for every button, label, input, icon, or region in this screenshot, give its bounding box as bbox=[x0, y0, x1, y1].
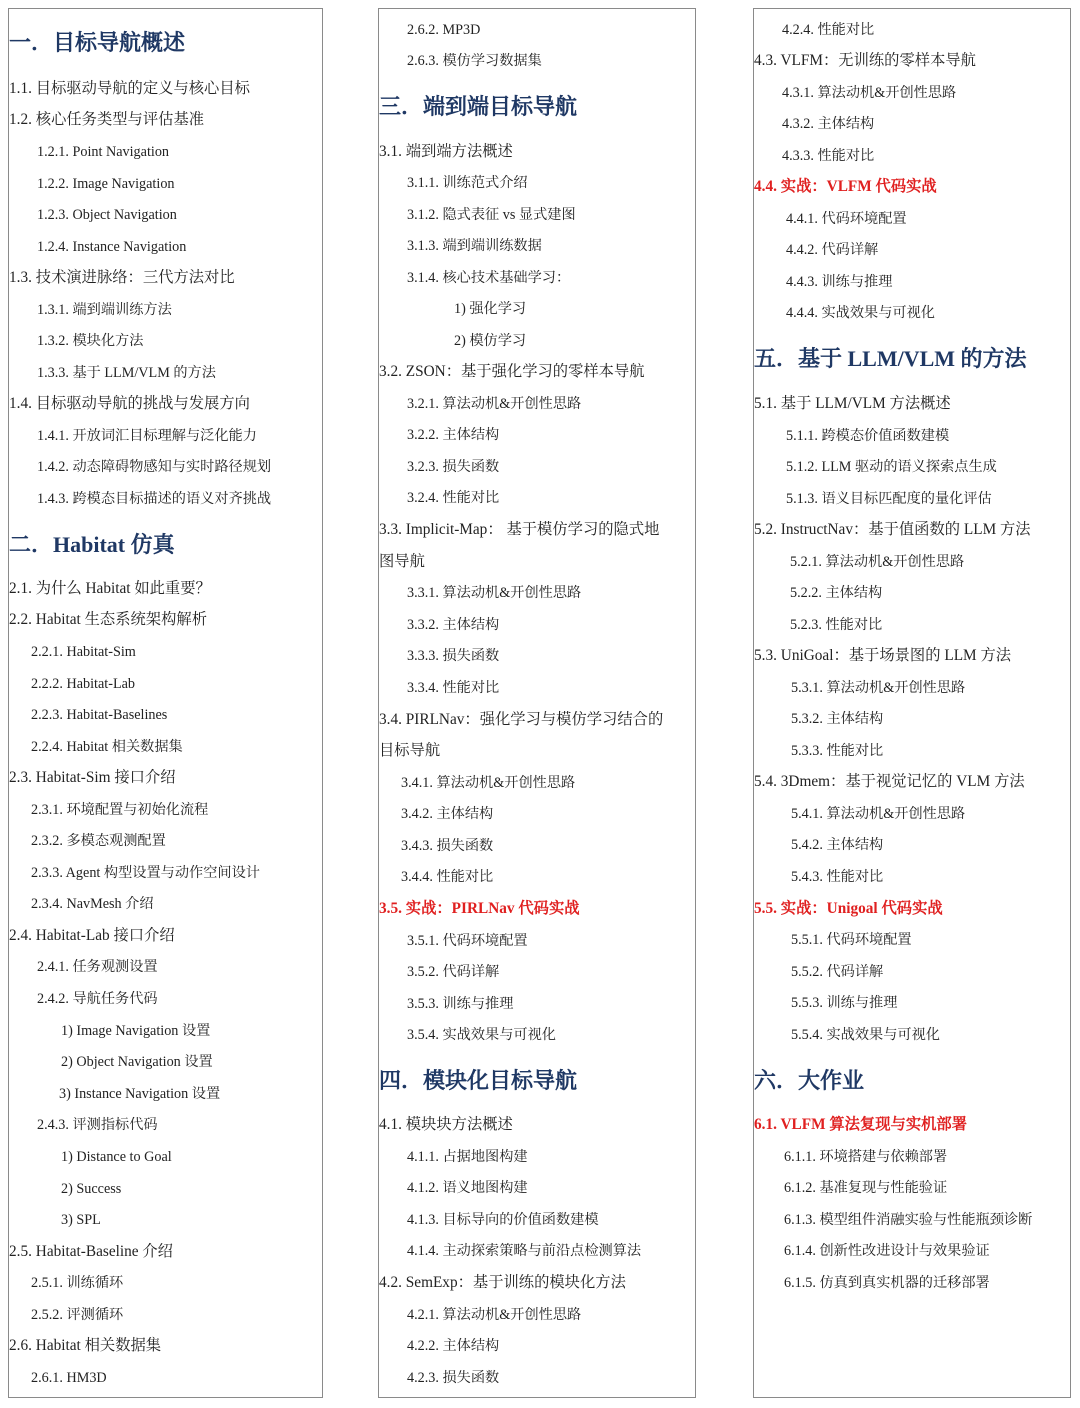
toc-subsection: 2.2.1. Habitat-Sim bbox=[31, 644, 136, 660]
toc-section: 1.1. 目标驱动导航的定义与核心目标 bbox=[9, 80, 250, 97]
toc-subsection: 4.3.2. 主体结构 bbox=[782, 116, 875, 132]
toc-subsection: 5.4.1. 算法动机&开创性思路 bbox=[791, 806, 966, 822]
toc-subsection: 1) Distance to Goal bbox=[61, 1149, 172, 1165]
toc-subsection: 2.3.3. Agent 构型设置与动作空间设计 bbox=[31, 865, 260, 881]
toc-section: 1.2. 核心任务类型与评估基准 bbox=[9, 111, 205, 128]
toc-subsection: 6.1.3. 模型组件消融实验与性能瓶颈诊断 bbox=[784, 1212, 1033, 1228]
toc-subsection: 1.2.3. Object Navigation bbox=[37, 207, 177, 223]
toc-subsection: 5.5.1. 代码环境配置 bbox=[791, 932, 912, 948]
toc-subsection: 4.3.1. 算法动机&开创性思路 bbox=[782, 85, 957, 101]
toc-subsection: 4.2.3. 损失函数 bbox=[407, 1370, 500, 1386]
toc-subsection: 2.6.3. 模仿学习数据集 bbox=[407, 53, 542, 69]
toc-subsection: 3.1.1. 训练范式介绍 bbox=[407, 175, 528, 191]
toc-subsection: 2.2.2. Habitat-Lab bbox=[31, 676, 136, 692]
toc-subsection: 1.3.1. 端到端训练方法 bbox=[37, 302, 172, 318]
toc-subsection: 2.5.2. 评测循环 bbox=[31, 1307, 124, 1323]
toc-subsection: 3.5.3. 训练与推理 bbox=[407, 996, 514, 1012]
toc-subsection: 4.3.3. 性能对比 bbox=[782, 148, 875, 164]
toc-subsection: 4.4.4. 实战效果与可视化 bbox=[786, 305, 935, 321]
practice-section-title: 6.1. VLFM 算法复现与实机部署 bbox=[754, 1116, 968, 1133]
toc-subsection: 3.2.2. 主体结构 bbox=[407, 427, 500, 443]
toc-subsection: 5.4.2. 主体结构 bbox=[791, 837, 884, 853]
toc-column-1 bbox=[8, 8, 323, 1398]
toc-subsection: 1.2.2. Image Navigation bbox=[37, 176, 175, 192]
toc-subsection: 3.5.1. 代码环境配置 bbox=[407, 933, 528, 949]
toc-section: 5.2. InstructNav：基于值函数的 LLM 方法 bbox=[754, 521, 1031, 538]
toc-subsection: 2.3.1. 环境配置与初始化流程 bbox=[31, 802, 209, 818]
toc-section: 3.4. PIRLNav：强化学习与模仿学习结合的 bbox=[379, 711, 664, 728]
toc-section: 4.1. 模块块方法概述 bbox=[379, 1116, 513, 1133]
toc-section: 4.3. VLFM：无训练的零样本导航 bbox=[754, 52, 976, 69]
toc-subsection: 4.4.2. 代码详解 bbox=[786, 242, 879, 258]
toc-subsection: 5.5.3. 训练与推理 bbox=[791, 995, 898, 1011]
toc-section: 1.3. 技术演进脉络：三代方法对比 bbox=[9, 269, 235, 286]
toc-subsection: 5.3.3. 性能对比 bbox=[791, 743, 884, 759]
toc-subsection: 4.1.2. 语义地图构建 bbox=[407, 1180, 528, 1196]
toc-subsection: 3.3.3. 损失函数 bbox=[407, 648, 500, 664]
toc-subsection: 5.1.1. 跨模态价值函数建模 bbox=[786, 428, 950, 444]
toc-subsection: 1.4.1. 开放词汇目标理解与泛化能力 bbox=[37, 428, 257, 444]
toc-section: 5.4. 3Dmem：基于视觉记忆的 VLM 方法 bbox=[754, 773, 1025, 790]
toc-subsection: 3.2.4. 性能对比 bbox=[407, 490, 500, 506]
toc-subsection: 4.4.3. 训练与推理 bbox=[786, 274, 893, 290]
toc-subsection: 2.6.1. HM3D bbox=[31, 1370, 107, 1386]
toc-subsection: 5.1.2. LLM 驱动的语义探索点生成 bbox=[786, 459, 997, 475]
toc-subsection: 4.2.4. 性能对比 bbox=[782, 22, 875, 38]
toc-subsection: 1) Image Navigation 设置 bbox=[61, 1023, 211, 1039]
toc-subsection: 2) Success bbox=[61, 1181, 122, 1197]
toc-subsection: 5.5.2. 代码详解 bbox=[791, 964, 884, 980]
toc-section: 2.1. 为什么 Habitat 如此重要？ bbox=[9, 580, 211, 597]
toc-subsection: 2.5.1. 训练循环 bbox=[31, 1275, 124, 1291]
toc-subsection: 3.5.4. 实战效果与可视化 bbox=[407, 1027, 556, 1043]
toc-subsection: 2.6.2. MP3D bbox=[407, 22, 481, 38]
toc-section: 2.6. Habitat 相关数据集 bbox=[9, 1337, 162, 1354]
practice-section-title: 4.4. 实战：VLFM 代码实战 bbox=[754, 178, 937, 195]
toc-subsection: 3.4.4. 性能对比 bbox=[401, 869, 494, 885]
toc-subsection: 2.3.4. NavMesh 介绍 bbox=[31, 896, 154, 912]
toc-subsection: 3.1.4. 核心技术基础学习： bbox=[407, 270, 571, 286]
toc-section: 3.2. ZSON：基于强化学习的零样本导航 bbox=[379, 363, 645, 380]
toc-column-3 bbox=[753, 8, 1071, 1398]
toc-subsection: 4.1.4. 主动探索策略与前沿点检测算法 bbox=[407, 1243, 642, 1259]
chapter-heading: 五．基于 LLM/VLM 的方法 bbox=[754, 346, 1027, 371]
toc-subsection: 5.3.1. 算法动机&开创性思路 bbox=[791, 680, 966, 696]
toc-subsection: 5.3.2. 主体结构 bbox=[791, 711, 884, 727]
toc-subsection: 3) Instance Navigation 设置 bbox=[59, 1086, 221, 1102]
toc-section: 2.5. Habitat-Baseline 介绍 bbox=[9, 1243, 173, 1260]
toc-subsection: 3.1.2. 隐式表征 vs 显式建图 bbox=[407, 207, 576, 223]
toc-subsection: 4.2.2. 主体结构 bbox=[407, 1338, 500, 1354]
chapter-heading: 一．目标导航概述 bbox=[9, 30, 186, 55]
toc-subsection: 4.4.1. 代码环境配置 bbox=[786, 211, 907, 227]
toc-subsection: 2.4.3. 评测指标代码 bbox=[37, 1117, 158, 1133]
toc-subsection: 1.2.4. Instance Navigation bbox=[37, 239, 187, 255]
toc-section: 图导航 bbox=[379, 553, 425, 570]
toc-subsection: 2.2.3. Habitat-Baselines bbox=[31, 707, 168, 723]
toc-section: 2.4. Habitat-Lab 接口介绍 bbox=[9, 927, 175, 944]
toc-subsection: 6.1.5. 仿真到真实机器的迁移部署 bbox=[784, 1275, 990, 1291]
toc-subsection: 3.3.1. 算法动机&开创性思路 bbox=[407, 585, 582, 601]
chapter-heading: 二．Habitat 仿真 bbox=[9, 532, 175, 557]
toc-subsection: 5.2.3. 性能对比 bbox=[790, 617, 883, 633]
toc-subsection: 2) Object Navigation 设置 bbox=[61, 1054, 213, 1070]
toc-subsection: 1.3.2. 模块化方法 bbox=[37, 333, 144, 349]
toc-subsection: 3.3.4. 性能对比 bbox=[407, 680, 500, 696]
chapter-heading: 六．大作业 bbox=[754, 1068, 865, 1093]
toc-subsection: 6.1.1. 环境搭建与依赖部署 bbox=[784, 1149, 948, 1165]
toc-subsection: 1) 强化学习 bbox=[454, 301, 527, 317]
toc-subsection: 3.4.3. 损失函数 bbox=[401, 838, 494, 854]
toc-subsection: 4.2.1. 算法动机&开创性思路 bbox=[407, 1307, 582, 1323]
toc-section: 3.3. Implicit-Map： 基于模仿学习的隐式地 bbox=[379, 521, 660, 538]
toc-section: 2.3. Habitat-Sim 接口介绍 bbox=[9, 769, 176, 786]
toc-subsection: 1.2.1. Point Navigation bbox=[37, 144, 170, 160]
toc-subsection: 5.2.2. 主体结构 bbox=[790, 585, 883, 601]
toc-subsection: 1.4.3. 跨模态目标描述的语义对齐挑战 bbox=[37, 491, 272, 507]
practice-section-title: 5.5. 实战：Unigoal 代码实战 bbox=[754, 900, 943, 917]
toc-subsection: 6.1.4. 创新性改进设计与效果验证 bbox=[784, 1243, 990, 1259]
toc-subsection: 3) SPL bbox=[61, 1212, 101, 1228]
toc-subsection: 3.4.2. 主体结构 bbox=[401, 806, 494, 822]
toc-subsection: 2) 模仿学习 bbox=[454, 333, 527, 349]
toc-subsection: 3.4.1. 算法动机&开创性思路 bbox=[401, 775, 576, 791]
toc-subsection: 2.4.1. 任务观测设置 bbox=[37, 959, 158, 975]
toc-subsection: 5.1.3. 语义目标匹配度的量化评估 bbox=[786, 491, 992, 507]
toc-subsection: 4.1.3. 目标导向的价值函数建模 bbox=[407, 1212, 599, 1228]
toc-column-2 bbox=[378, 8, 696, 1398]
toc-subsection: 5.2.1. 算法动机&开创性思路 bbox=[790, 554, 965, 570]
toc-section: 3.1. 端到端方法概述 bbox=[379, 143, 513, 160]
toc-subsection: 1.4.2. 动态障碍物感知与实时路径规划 bbox=[37, 459, 272, 475]
toc-section: 5.3. UniGoal：基于场景图的 LLM 方法 bbox=[754, 647, 1012, 664]
toc-section: 4.2. SemExp：基于训练的模块化方法 bbox=[379, 1274, 626, 1291]
toc-subsection: 3.5.2. 代码详解 bbox=[407, 964, 500, 980]
toc-subsection: 2.3.2. 多模态观测配置 bbox=[31, 833, 166, 849]
toc-subsection: 2.2.4. Habitat 相关数据集 bbox=[31, 739, 183, 755]
toc-subsection: 1.3.3. 基于 LLM/VLM 的方法 bbox=[37, 365, 216, 381]
chapter-heading: 四．模块化目标导航 bbox=[379, 1068, 578, 1093]
toc-subsection: 5.5.4. 实战效果与可视化 bbox=[791, 1027, 940, 1043]
toc-subsection: 6.1.2. 基准复现与性能验证 bbox=[784, 1180, 948, 1196]
toc-section: 目标导航 bbox=[379, 742, 441, 759]
toc-section: 5.1. 基于 LLM/VLM 方法概述 bbox=[754, 395, 951, 412]
toc-subsection: 4.1.1. 占据地图构建 bbox=[407, 1149, 528, 1165]
toc-subsection: 5.4.3. 性能对比 bbox=[791, 869, 884, 885]
toc-subsection: 3.1.3. 端到端训练数据 bbox=[407, 238, 542, 254]
toc-subsection: 3.2.3. 损失函数 bbox=[407, 459, 500, 475]
toc-section: 2.2. Habitat 生态系统架构解析 bbox=[9, 611, 207, 628]
practice-section-title: 3.5. 实战：PIRLNav 代码实战 bbox=[379, 900, 580, 917]
toc-subsection: 3.3.2. 主体结构 bbox=[407, 617, 500, 633]
toc-subsection: 2.4.2. 导航任务代码 bbox=[37, 991, 158, 1007]
toc-section: 1.4. 目标驱动导航的挑战与发展方向 bbox=[9, 395, 250, 412]
toc-subsection: 3.2.1. 算法动机&开创性思路 bbox=[407, 396, 582, 412]
chapter-heading: 三．端到端目标导航 bbox=[379, 94, 578, 119]
